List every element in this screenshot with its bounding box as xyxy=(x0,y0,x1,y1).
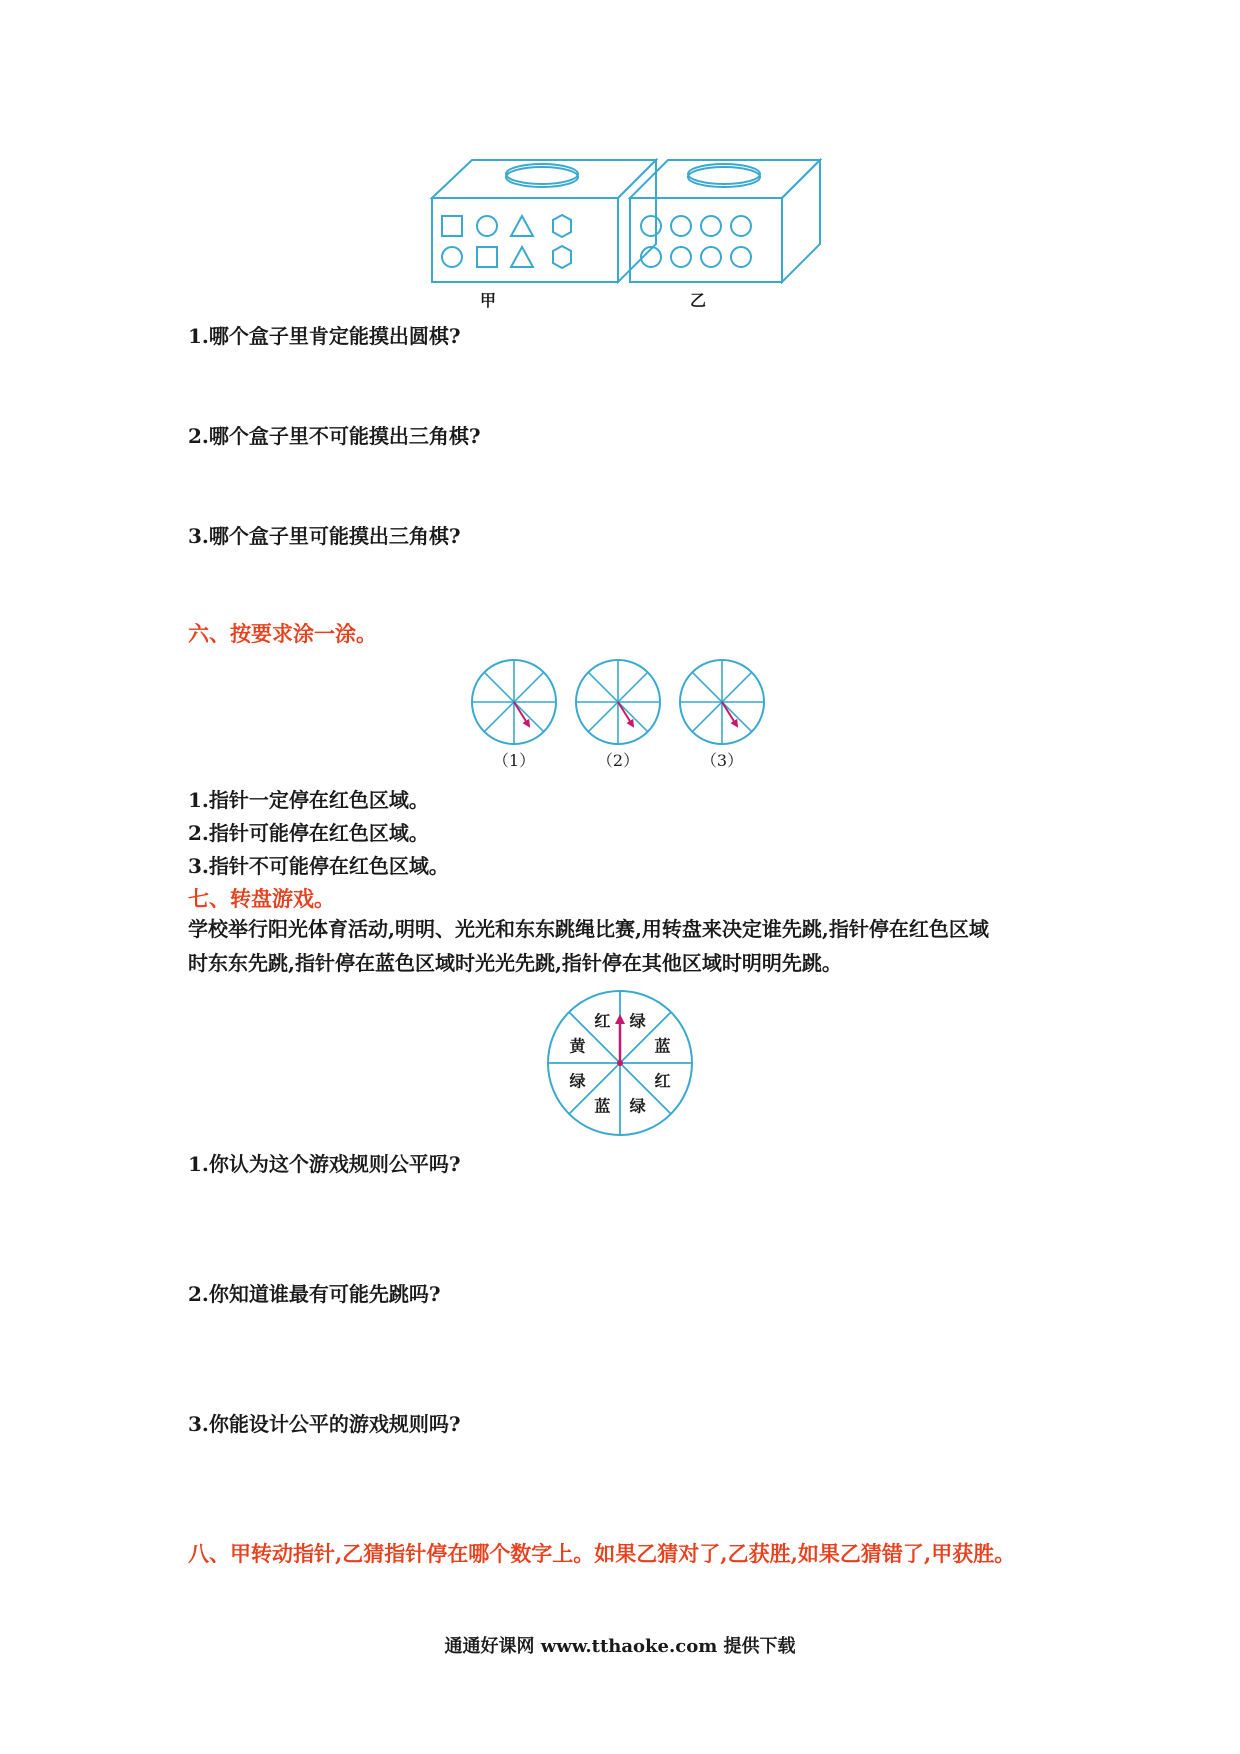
question-7-2: 2.你知道谁最有可能先跳吗? xyxy=(188,1282,441,1306)
spinner-label-2: （2） xyxy=(596,751,640,770)
wheel-sector-label: 红 xyxy=(654,1071,671,1091)
spinner-1 xyxy=(472,660,556,744)
question-7-1: 1.你认为这个游戏规则公平吗? xyxy=(188,1152,461,1176)
wheel-sector-label: 绿 xyxy=(569,1071,586,1091)
wheel-sector-label: 蓝 xyxy=(594,1096,611,1116)
question-5-2: 2.哪个盒子里不可能摸出三角棋? xyxy=(188,424,481,448)
circle-piece xyxy=(671,247,691,267)
circle-piece xyxy=(442,247,462,267)
circle-piece xyxy=(731,247,751,267)
question-7-3: 3.你能设计公平的游戏规则吗? xyxy=(188,1412,461,1436)
section-7-paragraph-line-1: 学校举行阳光体育活动,明明、光光和东东跳绳比赛,用转盘来决定谁先跳,指针停在红色区域 xyxy=(188,917,989,941)
box-b xyxy=(630,160,820,282)
triangle-piece xyxy=(511,247,533,267)
section-7-paragraph xyxy=(188,912,1068,980)
square-piece xyxy=(442,216,462,236)
question-5-3: 3.哪个盒子里可能摸出三角棋? xyxy=(188,524,461,548)
question-5-1: 1.哪个盒子里肯定能摸出圆棋? xyxy=(188,324,461,348)
section-7-paragraph-line-2: 时东东先跳,指针停在蓝色区域时光光先跳,指针停在其他区域时明明先跳。 xyxy=(188,951,842,975)
spinner-3 xyxy=(680,660,764,744)
square-piece xyxy=(477,247,497,267)
circle-piece xyxy=(641,216,661,236)
box-b-label: 乙 xyxy=(689,291,707,310)
section-6-item-3: 3.指针不可能停在红色区域。 xyxy=(188,854,449,878)
circle-piece xyxy=(477,216,497,236)
wheel-sector-label: 绿 xyxy=(629,1011,646,1031)
wheel-sector-label: 红 xyxy=(594,1011,611,1031)
wheel-sector-label: 绿 xyxy=(629,1096,646,1116)
footer: 通通好课网 www.tthaoke.com 提供下载 xyxy=(444,1636,796,1657)
section-8-title: 八、甲转动指针,乙猜指针停在哪个数字上。如果乙猜对了,乙获胜,如果乙猜错了,甲获胜。 xyxy=(188,1541,1016,1566)
circle-piece xyxy=(731,216,751,236)
section-6-title: 六、按要求涂一涂。 xyxy=(188,621,377,646)
circle-piece xyxy=(701,247,721,267)
spinner-label-1: （1） xyxy=(492,751,536,770)
triangle-piece xyxy=(511,216,533,236)
box-a-label: 甲 xyxy=(479,291,497,310)
hexagon-piece xyxy=(553,215,571,237)
hexagon-piece xyxy=(553,246,571,268)
circle-piece xyxy=(701,216,721,236)
section-7-title: 七、转盘游戏。 xyxy=(188,886,335,911)
section-6-item-2: 2.指针可能停在红色区域。 xyxy=(188,821,429,845)
boxes-figure xyxy=(420,150,840,310)
box-a xyxy=(432,160,656,282)
section-6-item-1: 1.指针一定停在红色区域。 xyxy=(188,788,429,812)
wheel-sector-label: 蓝 xyxy=(654,1036,671,1056)
spinner-2 xyxy=(576,660,660,744)
game-wheel xyxy=(545,988,695,1138)
circle-piece xyxy=(671,216,691,236)
spinner-label-3: （3） xyxy=(700,751,744,770)
spinners-figure xyxy=(460,650,780,775)
wheel-sector-label: 黄 xyxy=(569,1036,586,1056)
